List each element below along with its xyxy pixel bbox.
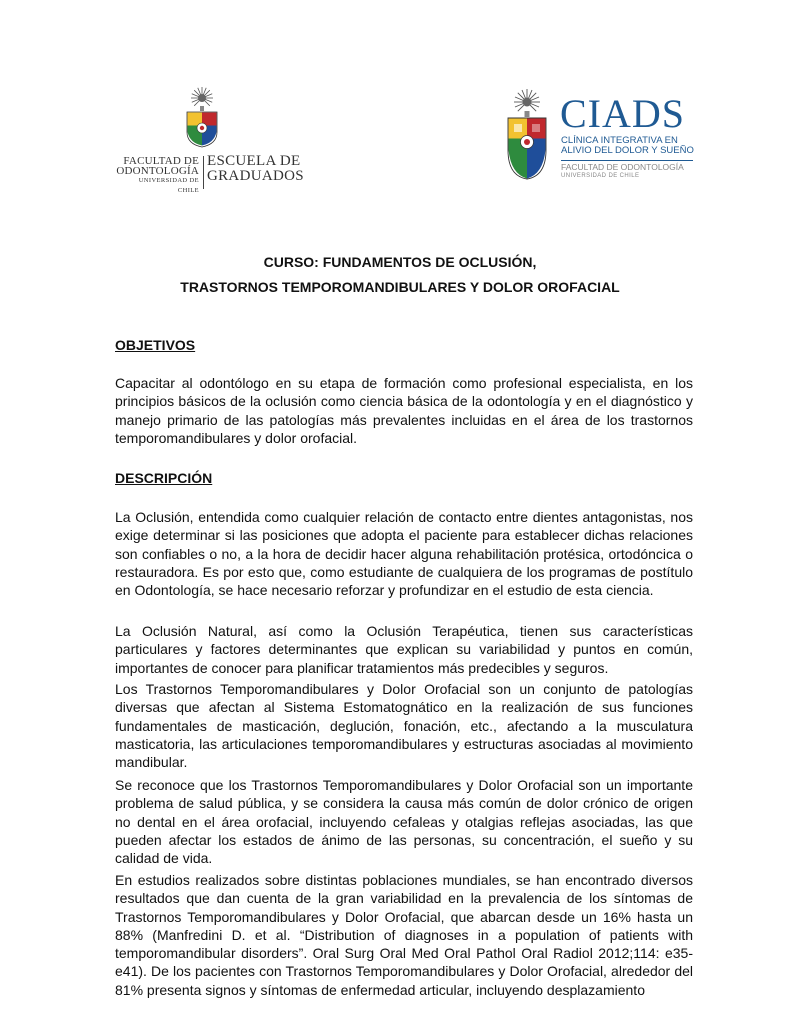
ciads-title: CIADS [560,91,686,136]
descripcion-paragraph-4: Se reconoce que los Trastornos Temporomandibulares y Dolor Orofacial son un importante problema de salud pública, y se considera la causa más común de dolor crónico de origen no dental en el área orofacial, incluyendo cefaleas y otalgias reflejas asociadas, las que pueden afectar los estados de ánimo de las personas, su concentración, el sueño y su calidad de vida. [115,777,693,867]
descripcion-paragraph-3: Los Trastornos Temporomandibulares y Dolor Orofacial son un conjunto de patologías diversas que afectan al Sistema Estomatognático en la realización de sus funciones fundamentales de masticación, deglución, fonación, etc., afectando a la musculatura masticatoria, las articulaciones temporomandibulares y estructuras asociadas al movimiento mandibular. [115,681,693,771]
ciads-faculty-line: FACULTAD DE ODONTOLOGÍA [561,162,684,172]
school-line: ESCUELA DE [207,153,301,169]
descripcion-paragraph-5: En estudios realizados sobre distintas poblaciones mundiales, se han encontrado diversos resultados que dan cuenta de la gran variabilidad en la prevalencia de los síntomas de Trastornos Temporomandibulares y Dolor Orofacial, que abarcan desde un 16% hasta un 88% (Manfredini D. et al. “Distribution of diagnoses in a population of patients with temporomandibular disorders”. Oral Surg Oral Med Oral Pathol Oral Radiol 2012;114: e35-e41). De los pacientes con Trastornos Temporomandibulares y Dolor Orofacial, alrededor del 81% presenta signos y síntomas de enfermedad articular, incluyendo desplazamiento [115,872,693,998]
faculty-line: ODONTOLOGÍA [116,165,199,177]
descripcion-paragraph-2: La Oclusión Natural, así como la Oclusión Terapéutica, tienen sus características particulares y factores determinantes que explican su variabilidad y puntos en común, importantes de conocer para planificar tratamientos más predecibles y seguros. [115,623,693,676]
descripcion-paragraph-1: La Oclusión, entendida como cualquier relación de contacto entre dientes antagonistas, nos exige determinar si las posiciones que adopta el paciente para establecer dichas relaciones son confiables o no, a la hora de decidir hacer alguna rehabilitación protésica, ortodóncica o restauradora. Es por esto que, como estudiante de cualquiera de los programas de postítulo en Odontología, se hace necesario reforzar y profundizar en el estudio de esta ciencia. [115,509,693,599]
university-crest-icon [505,88,549,180]
escuela-graduados-logo [116,86,306,192]
university-line: UNIVERSIDAD DE CHILE [138,177,199,194]
objetivos-paragraph: Capacitar al odontólogo en su etapa de formación como profesional especialista, en los principios básicos de la oclusión como ciencia básica de la odontología y en el diagnóstico y manejo primario de las patologías más prevalentes incluidas en el área de los trastornos temporomandibulares y dolor orofacial. [115,375,693,446]
logo-divider [203,156,204,189]
course-title-line-1: CURSO: FUNDAMENTOS DE OCLUSIÓN, [263,254,537,270]
faculty-label [116,156,199,196]
ciads-subtitle-line: CLÍNICA INTEGRATIVA EN [561,135,678,146]
objetivos-heading: OBJETIVOS [115,337,196,353]
ciads-subtitle-line: ALIVIO DEL DOLOR Y SUEÑO [561,145,694,156]
ciads-university-line: UNIVERSIDAD DE CHILE [561,173,640,179]
course-title-line-2: TRASTORNOS TEMPOROMANDIBULARES Y DOLOR OROFACIAL [180,279,620,295]
school-label [207,154,304,184]
faculty-line: FACULTAD DE [123,155,199,167]
descripcion-heading: DESCRIPCIÓN [115,470,213,486]
ciads-subtitle [561,136,694,156]
ciads-faculty-label [561,163,684,181]
university-crest-icon [182,86,222,148]
ciads-logo [505,88,695,188]
ciads-divider [561,160,693,161]
school-line: GRADUADOS [207,168,304,184]
